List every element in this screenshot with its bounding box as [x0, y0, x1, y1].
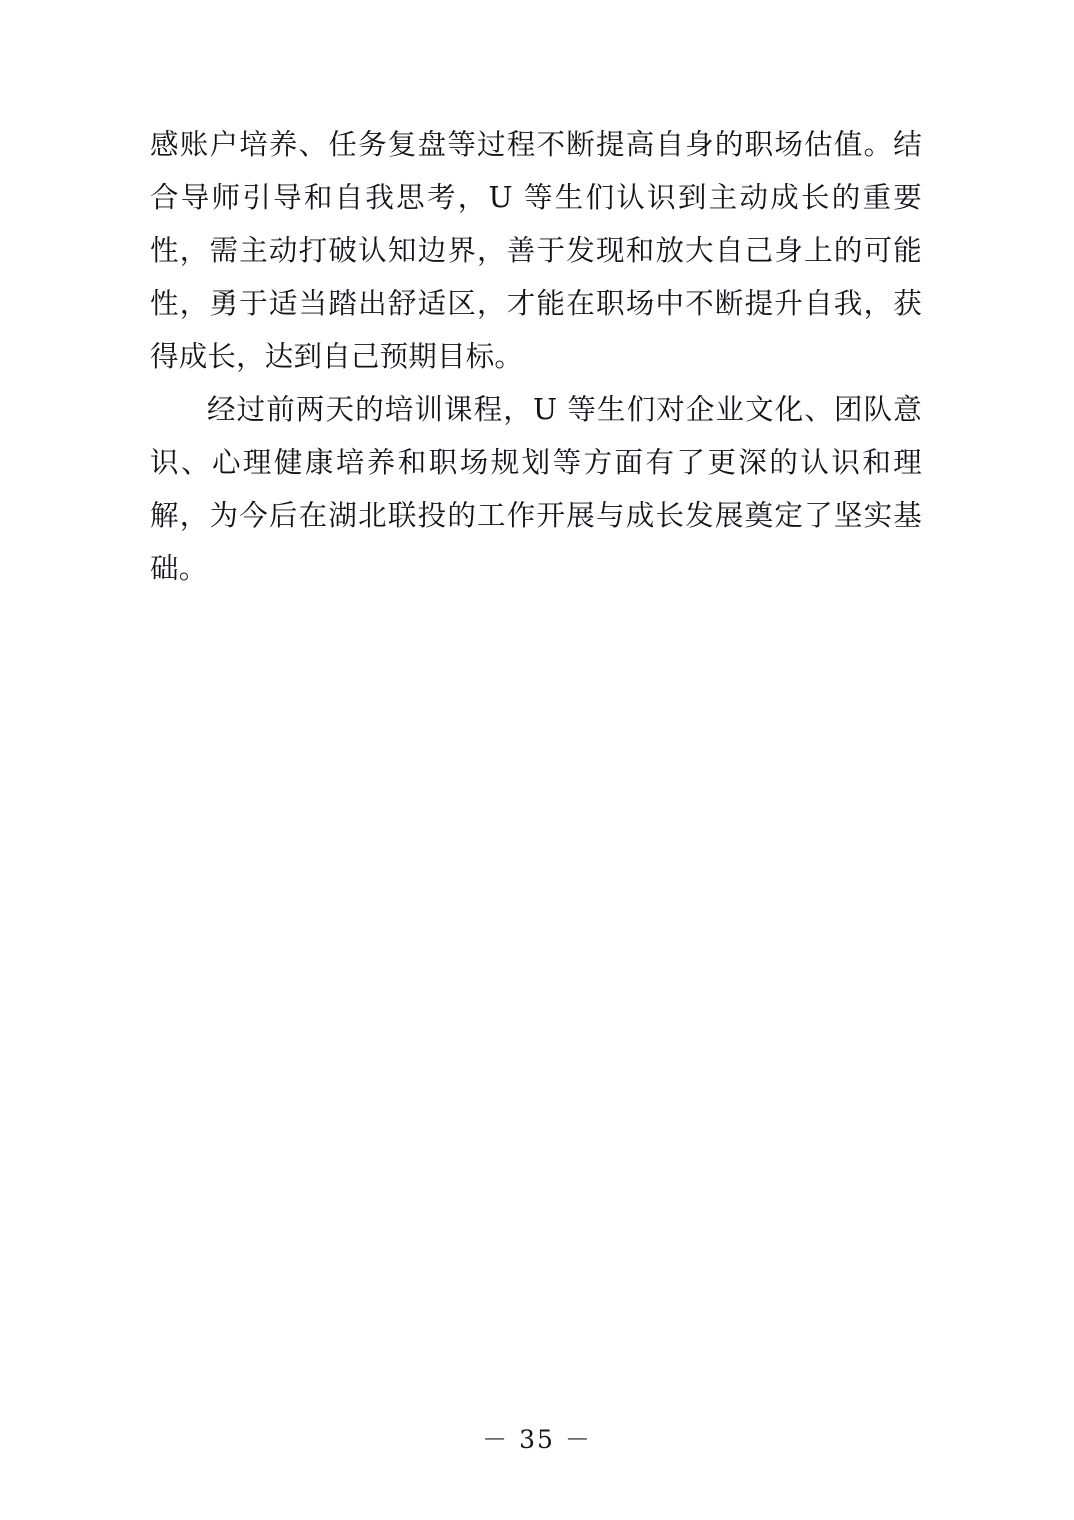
- body-paragraph-1: 感账户培养、任务复盘等过程不断提高自身的职场估值。结合导师引导和自我思考，U 等生们认识到主动成长的重要性，需主动打破认知边界，善于发现和放大自己身上的可能性，勇于适当踏出舒适区，才能在职场中不断提升自我，获得成长，达到自己预期目标。: [150, 128, 922, 373]
- page-body: [150, 118, 922, 595]
- page-footer: [0, 1420, 1074, 1456]
- body-paragraph-2: 经过前两天的培训课程，U 等生们对企业文化、团队意识、心理健康培养和职场规划等方面有了更深的认识和理解，为今后在湖北联投的工作开展与成长发展奠定了坚实基础。: [150, 393, 922, 585]
- page-number: － 35 －: [482, 1425, 592, 1454]
